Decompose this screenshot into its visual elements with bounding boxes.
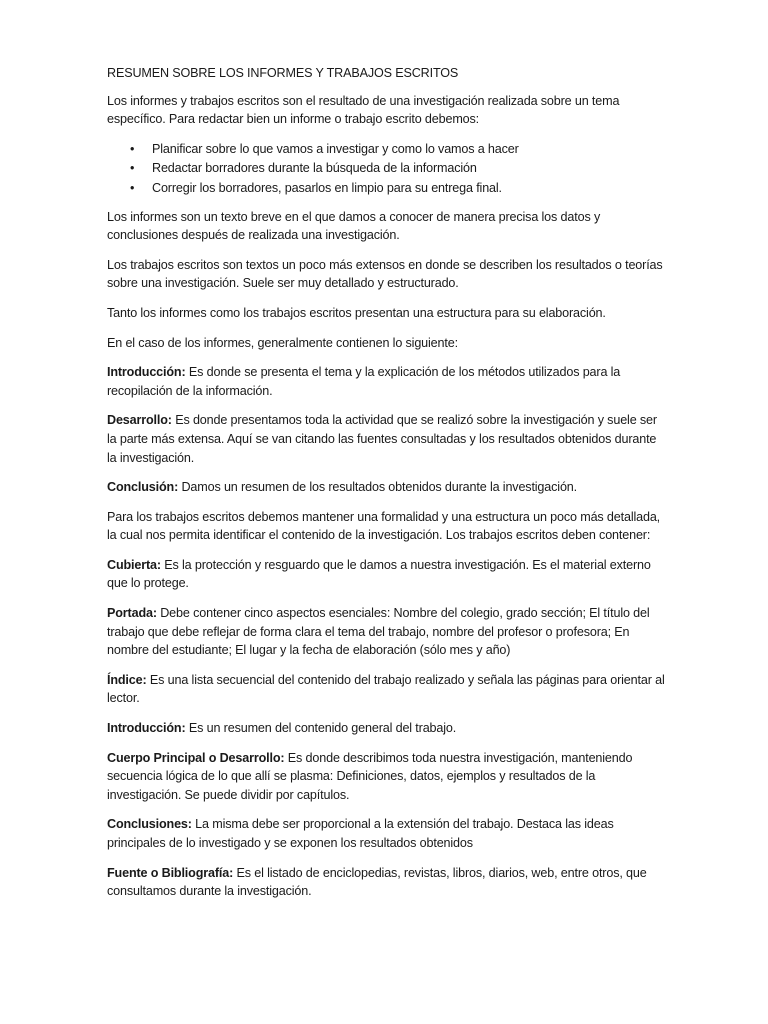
list-item-text: Planificar sobre lo que vamos a investigar y como lo vamos a hacer xyxy=(152,141,519,156)
steps-list xyxy=(107,140,667,198)
section-text: Es donde se presenta el tema y la explicación de los métodos utilizados para la recopilación de la información. xyxy=(107,365,621,398)
list-item xyxy=(130,179,667,198)
section-text: Es donde presentamos toda la actividad que se realizó sobre la investigación y suele ser la parte más extensa. Aquí se van citando las fuentes consultadas y los resultados obtenidos durante la investigación. xyxy=(107,413,657,465)
bullet-icon: • xyxy=(130,161,135,176)
list-item-text: Redactar borradores durante la búsqueda de la información xyxy=(152,161,477,176)
document-page xyxy=(107,64,667,912)
trabajo-section-indice xyxy=(107,671,667,708)
intro-paragraph: Los informes y trabajos escritos son el resultado de una investigación realizada sobre un tema específico. Para redactar bien un informe o trabajo escrito debemos: xyxy=(107,93,620,127)
estructura-paragraph: Tanto los informes como los trabajos escritos presentan una estructura para su elaboración. xyxy=(107,305,606,320)
informe-section-introduccion xyxy=(107,363,667,400)
caso-informes-paragraph: En el caso de los informes, generalmente contienen lo siguiente: xyxy=(107,335,458,350)
trabajo-section-cubierta xyxy=(107,556,667,593)
document-title: RESUMEN SOBRE LOS INFORMES Y TRABAJOS ESCRITOS xyxy=(107,66,459,80)
trabajo-section-conclusiones xyxy=(107,815,667,852)
section-text: Es la protección y resguardo que le damos a nuestra investigación. Es el material externo que lo protege. xyxy=(107,557,651,591)
trabajo-section-cuerpo xyxy=(107,749,667,805)
trabajo-section-introduccion xyxy=(107,719,667,738)
section-text: Damos un resumen de los resultados obtenidos durante la investigación. xyxy=(178,480,577,495)
section-term: Portada: xyxy=(107,606,157,621)
bullet-icon: • xyxy=(130,141,135,156)
informes-definition-paragraph: Los informes son un texto breve en el que damos a conocer de manera precisa los datos y conclusiones después de realizada una investigación. xyxy=(107,209,601,243)
section-term: Conclusión: xyxy=(107,480,179,495)
section-term: Índice: xyxy=(107,672,147,687)
section-text: La misma debe ser proporcional a la extensión del trabajo. Destaca las ideas principales de lo investigado y se exponen los resultados obtenidos xyxy=(107,817,614,850)
section-text: Es el listado de enciclopedias, revistas, libros, diarios, web, entre otros, que consultamos durante la investigación. xyxy=(107,865,647,899)
section-term: Cuerpo Principal o Desarrollo: xyxy=(107,750,285,765)
section-term: Cubierta: xyxy=(107,557,161,572)
section-term: Introducción: xyxy=(107,365,186,380)
informe-section-desarrollo xyxy=(107,411,667,467)
list-item-text: Corregir los borradores, pasarlos en limpio para su entrega final. xyxy=(152,180,502,195)
trabajo-section-bibliografia xyxy=(107,864,667,901)
trabajo-section-portada xyxy=(107,604,667,660)
section-text: Es un resumen del contenido general del trabajo. xyxy=(185,721,457,736)
section-text: Es una lista secuencial del contenido del trabajo realizado y señala las páginas para orientar al lector. xyxy=(107,672,665,706)
trabajos-definition-paragraph: Los trabajos escritos son textos un poco más extensos en donde se describen los resultados o teorías sobre una investigación. Suele ser muy detallado y estructurado. xyxy=(107,257,663,291)
section-term: Conclusiones: xyxy=(107,817,192,832)
section-term: Desarrollo: xyxy=(107,413,172,428)
bullet-icon: • xyxy=(130,180,135,195)
section-text: Debe contener cinco aspectos esenciales: Nombre del colegio, grado sección; El título del trabajo que debe reflejar de forma clara el tema del trabajo, nombre del profesor o profesora; En nombre del estudiante; El lugar y la fecha de elaboración (sólo mes y año) xyxy=(107,606,650,658)
trabajos-escritos-paragraph: Para los trabajos escritos debemos mantener una formalidad y una estructura un poco más detallada, la cual nos permita identificar el contenido de la investigación. Los trabajos escritos deben contener: xyxy=(107,509,661,543)
section-term: Fuente o Bibliografía: xyxy=(107,865,234,880)
section-term: Introducción: xyxy=(107,721,186,736)
list-item xyxy=(130,159,667,178)
list-item xyxy=(130,140,667,159)
informe-section-conclusion xyxy=(107,478,667,497)
section-text: Es donde describimos toda nuestra investigación, manteniendo secuencia lógica de lo que allí se plasma: Definiciones, datos, ejemplos y resultados de la investigación. Se puede dividir por capítulos. xyxy=(107,750,633,802)
